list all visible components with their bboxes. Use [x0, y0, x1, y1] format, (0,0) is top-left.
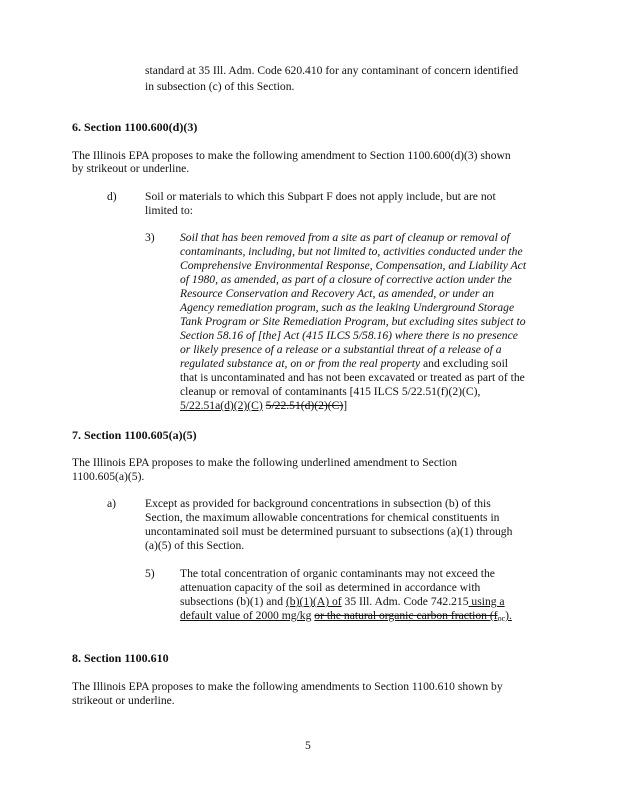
- s6-item3-line-4: of 1980, as amended, as part of a closure of corrective action under the: [180, 273, 512, 286]
- s7-a-line-2: Section, the maximum allowable concentrations for chemical constituents in: [145, 511, 500, 524]
- s6-d-line-2: limited to:: [145, 204, 193, 217]
- section-7-heading: 7. Section 1100.605(a)(5): [72, 428, 197, 442]
- s6-intro-line-2: by strikeout or underline.: [72, 162, 190, 175]
- s7-intro-line-2: 1100.605(a)(5).: [72, 470, 145, 483]
- s8-intro-line-1: The Illinois EPA proposes to make the following amendments to Section 1100.610 shown by: [72, 680, 503, 693]
- s7-intro-line-1: The Illinois EPA proposes to make the following underlined amendment to Section: [72, 456, 458, 469]
- s6-item3-line-6: Agency remediation program, such as the leaking Underground Storage: [180, 301, 515, 314]
- s6-item3-line-1: Soil that has been removed from a site as part of cleanup or removal of: [180, 231, 510, 244]
- top-line-2: in subsection (c) of this Section.: [145, 80, 295, 93]
- section-6-heading: 6. Section 1100.600(d)(3): [72, 120, 198, 134]
- s7-item5-line-2: attenuation capacity of the soil as determined in accordance with: [180, 581, 481, 594]
- s6-item3-line-11: that is uncontaminated and has not been excavated or treated as part of the: [180, 371, 525, 384]
- s6-d-label: d): [107, 190, 117, 203]
- s7-a-line-3: uncontaminated soil must be determined pursuant to subsections (a)(1) through: [145, 525, 513, 538]
- s6-item3-line-3: Comprehensive Environmental Response, Compensation, and Liability Act: [180, 259, 527, 272]
- s6-item3-line-9: or likely presence of a release or a substantial threat of a release of a: [180, 343, 502, 356]
- s7-item5-line-1: The total concentration of organic contaminants may not exceed the: [180, 567, 495, 580]
- s8-intro-line-2: strikeout or underline.: [72, 694, 175, 707]
- s6-d-line-1: Soil or materials to which this Subpart F does not apply include, but are not: [145, 190, 496, 203]
- s7-a-line-4: (a)(5) of this Section.: [145, 539, 245, 552]
- s7-item5-line-3: subsections (b)(1) and (b)(1)(A) of 35 Ill. Adm. Code 742.215 using a: [180, 595, 505, 608]
- s6-item3-line-2: contaminants, including, but not limited to, activities conducted under the: [180, 245, 523, 258]
- s7-a-line-1: Except as provided for background concentrations in subsection (b) of this: [145, 497, 491, 510]
- s6-item3-line-7: Tank Program or Site Remediation Program, but excluding sites subject to: [180, 315, 526, 328]
- s7-item5-line-4: default value of 2000 mg/kg or the natural organic carbon fraction $(f_{oc})$.: [180, 609, 512, 623]
- s6-item3-line-12: cleanup or removal of contaminants [415 ILCS 5/22.51(f)(2)(C),: [180, 385, 481, 398]
- s6-item3-label: 3): [145, 231, 155, 244]
- citation-added: 5/22.51a(d)(2)(C): [180, 399, 263, 412]
- citation-removed: 5/22.51(d)(2)(C): [265, 399, 344, 412]
- s7-a-label: a): [107, 497, 117, 510]
- s6-item3-line-8: Section 58.16 of [the] Act (415 ILCS 5/58.16) where there is no presence: [180, 329, 518, 342]
- s7-item5-label: 5): [145, 567, 155, 580]
- s6-item3-line-10: regulated substance at, on or from the real property and excluding soil: [180, 357, 509, 370]
- page-number: 5: [305, 739, 311, 752]
- top-line-1: standard at 35 Ill. Adm. Code 620.410 for any contaminant of concern identified: [145, 64, 519, 77]
- s6-intro-line-1: The Illinois EPA proposes to make the following amendment to Section 1100.600(d)(3) shown: [72, 149, 511, 162]
- s6-item3-line-5: Resource Conservation and Recovery Act, as amended, or under an: [180, 287, 494, 300]
- section-8-heading: 8. Section 1100.610: [72, 651, 169, 665]
- s6-item3-citation: 5/22.51a(d)(2)(C) 5/22.51(d)(2)(C)]: [180, 399, 348, 412]
